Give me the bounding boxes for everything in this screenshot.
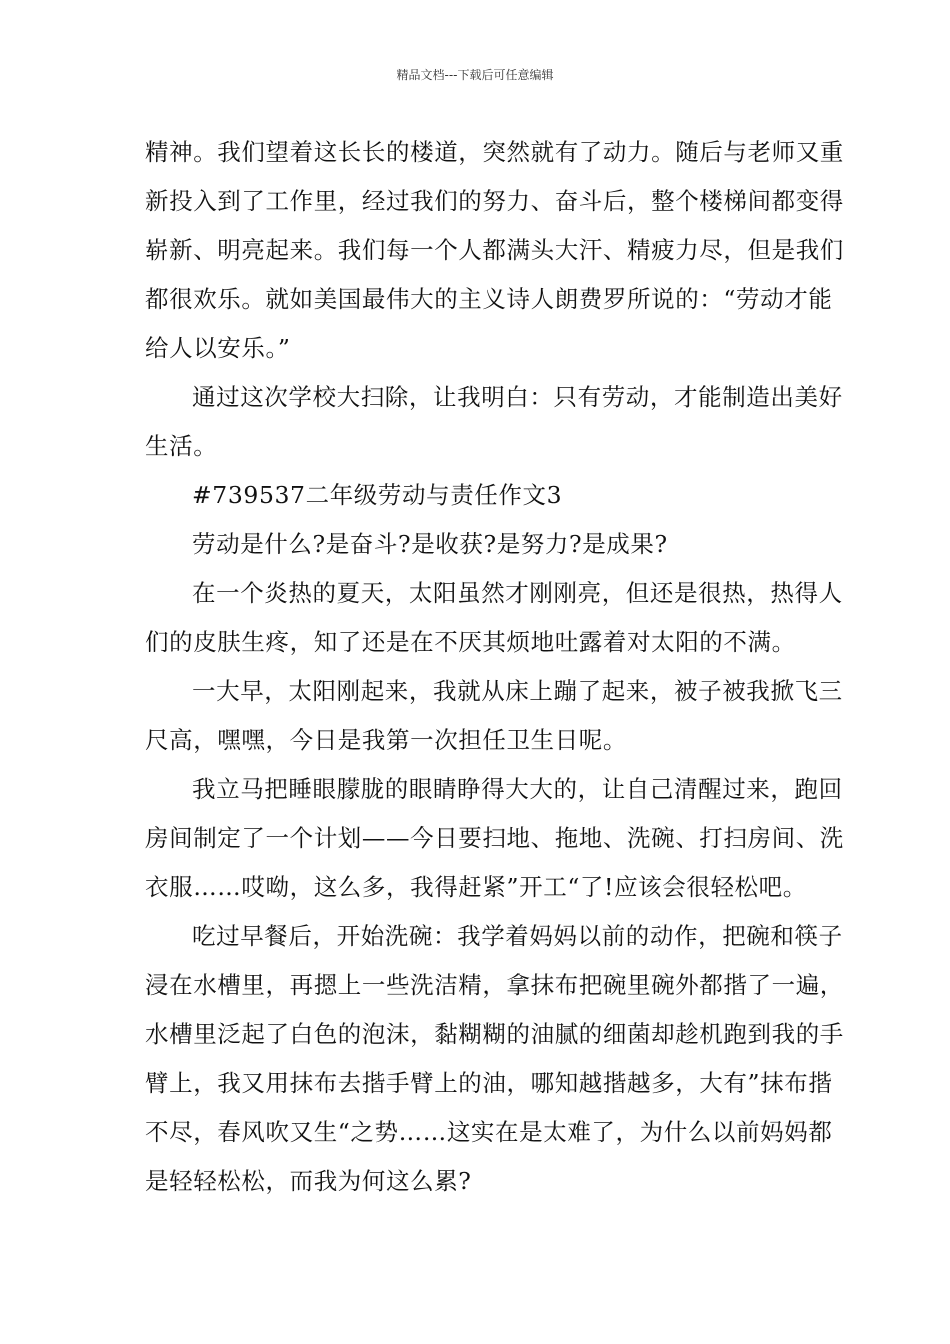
text-line: 房间制定了一个计划——今日要扫地、拖地、洗碗、打扫房间、洗 (145, 824, 844, 852)
text-line: 劳动是什么?是奋斗?是收获?是努力?是成果? (192, 530, 668, 558)
text-line: 通过这次学校大扫除，让我明白：只有劳动，才能制造出美好 (192, 383, 843, 411)
text-line: 尺高，嘿嘿，今日是我第一次担任卫生日呢。 (145, 726, 627, 754)
text-line: 崭新、明亮起来。我们每一个人都满头大汗、精疲力尽，但是我们 (145, 236, 844, 264)
text-line: 在一个炎热的夏天，太阳虽然才刚刚亮，但还是很热，热得人 (192, 579, 843, 607)
text-line: 们的皮肤生疼，知了还是在不厌其烦地吐露着对太阳的不满。 (145, 628, 796, 656)
section-heading: #739537二年级劳动与责任作文3 (192, 481, 563, 509)
text-line: 臂上，我又用抹布去揩手臂上的油，哪知越揩越多，大有”抹布揩 (145, 1069, 833, 1097)
text-line: 生活。 (145, 432, 218, 460)
text-line: 衣服……哎呦，这么多，我得赶紧”开工“了!应该会很轻松吧。 (145, 873, 807, 901)
text-line: 都很欢乐。就如美国最伟大的主义诗人朗费罗所说的：“劳动才能 (145, 285, 833, 313)
text-line: 浸在水槽里，再摁上一些洗洁精，拿抹布把碗里碗外都揩了一遍， (145, 971, 844, 999)
page-header: 精品文档---下载后可任意编辑 (396, 68, 554, 82)
text-line: 给人以安乐。” (145, 334, 291, 362)
text-line: 一大早，太阳刚起来，我就从床上蹦了起来，被子被我掀飞三 (192, 677, 843, 705)
text-line: 不尽，春风吹又生“之势……这实在是太难了，为什么以前妈妈都 (145, 1118, 833, 1146)
text-line: 吃过早餐后，开始洗碗：我学着妈妈以前的动作，把碗和筷子 (192, 922, 843, 950)
text-line: 水槽里泛起了白色的泡沫，黏糊糊的油腻的细菌却趁机跑到我的手 (145, 1020, 844, 1048)
text-line: 新投入到了工作里，经过我们的努力、奋斗后，整个楼梯间都变得 (145, 187, 844, 215)
text-line: 我立马把睡眼朦胧的眼睛睁得大大的，让自己清醒过来，跑回 (192, 775, 843, 803)
text-line: 精神。我们望着这长长的楼道，突然就有了动力。随后与老师又重 (145, 138, 844, 166)
text-line: 是轻轻松松，而我为何这么累? (145, 1167, 472, 1195)
document-body (145, 128, 844, 1206)
